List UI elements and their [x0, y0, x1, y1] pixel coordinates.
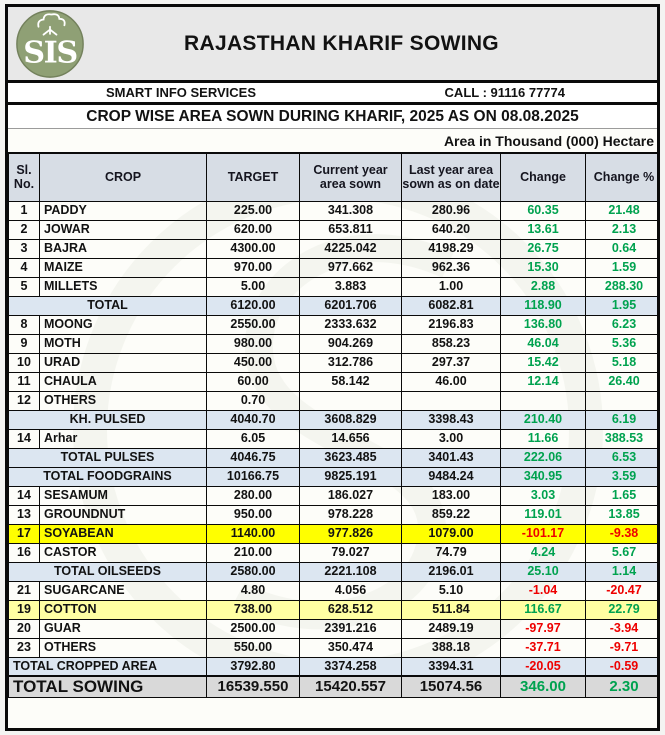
crop-row: [9, 524, 661, 543]
cell-change: -101.17: [501, 524, 586, 543]
cell-target: 16539.550: [207, 676, 300, 697]
cell-target: 450.00: [207, 353, 300, 372]
cell-sl-no: 13: [9, 505, 40, 524]
cell-crop-name: CASTOR: [40, 543, 207, 562]
cell-crop-name: GROUNDNUT: [40, 505, 207, 524]
col-header-last-year: Last year area sown as on date: [402, 153, 501, 201]
cell-sl-no: 4: [9, 258, 40, 277]
cell-change-pct: 1.95: [586, 296, 661, 315]
cell-target: 6120.00: [207, 296, 300, 315]
kharif-sowing-report: [5, 4, 660, 731]
cell-sl-no: 17: [9, 524, 40, 543]
crop-row: [9, 429, 661, 448]
cell-change: 3.03: [501, 486, 586, 505]
cell-crop-name: SUGARCANE: [40, 581, 207, 600]
cell-crop-name: Arhar: [40, 429, 207, 448]
cell-change-pct: 2.13: [586, 220, 661, 239]
cell-change: -97.97: [501, 619, 586, 638]
cell-change: 118.90: [501, 296, 586, 315]
cell-last-year: 4198.29: [402, 239, 501, 258]
cell-current-year: 904.269: [300, 334, 402, 353]
cell-change: 13.61: [501, 220, 586, 239]
cell-last-year: 511.84: [402, 600, 501, 619]
cell-target: 620.00: [207, 220, 300, 239]
report-subtitle: CROP WISE AREA SOWN DURING KHARIF, 2025 AS ON 08.08.2025: [8, 105, 657, 129]
cell-change-pct: -3.94: [586, 619, 661, 638]
cell-crop-name: MAIZE: [40, 258, 207, 277]
cell-current-year: 6201.706: [300, 296, 402, 315]
cell-last-year: 858.23: [402, 334, 501, 353]
cell-sl-no: 1: [9, 201, 40, 220]
cell-crop-name: OTHERS: [40, 391, 207, 410]
cell-crop-name: SOYABEAN: [40, 524, 207, 543]
cell-sl-no: 10: [9, 353, 40, 372]
cell-crop-name: MOTH: [40, 334, 207, 353]
cell-change-pct: 2.30: [586, 676, 661, 697]
cell-change: 119.01: [501, 505, 586, 524]
cell-sl-no: 19: [9, 600, 40, 619]
col-header-crop: CROP: [40, 153, 207, 201]
cell-sl-no: 2: [9, 220, 40, 239]
cell-current-year: 350.474: [300, 638, 402, 657]
cell-sl-no: 8: [9, 315, 40, 334]
cell-current-year: 14.656: [300, 429, 402, 448]
cell-current-year: 3374.258: [300, 657, 402, 676]
cell-last-year: 859.22: [402, 505, 501, 524]
cell-last-year: 3401.43: [402, 448, 501, 467]
cell-change: 340.95: [501, 467, 586, 486]
cell-crop-name: BAJRA: [40, 239, 207, 258]
cell-target: 6.05: [207, 429, 300, 448]
cell-last-year: 297.37: [402, 353, 501, 372]
cell-change-pct: 6.53: [586, 448, 661, 467]
cell-change: 60.35: [501, 201, 586, 220]
cell-last-year: 640.20: [402, 220, 501, 239]
cell-target: 970.00: [207, 258, 300, 277]
cell-current-year: 15420.557: [300, 676, 402, 697]
col-header-target: TARGET: [207, 153, 300, 201]
cell-last-year: 3394.31: [402, 657, 501, 676]
cell-change-pct: 5.36: [586, 334, 661, 353]
subtotal-row: [9, 410, 661, 429]
crop-row: [9, 372, 661, 391]
subtotal-row: [9, 296, 661, 315]
crop-row: [9, 543, 661, 562]
cell-last-year: 15074.56: [402, 676, 501, 697]
cell-change-pct: -9.38: [586, 524, 661, 543]
info-row: [8, 83, 657, 105]
cell-current-year: 341.308: [300, 201, 402, 220]
cell-target: 225.00: [207, 201, 300, 220]
cell-crop-name: CHAULA: [40, 372, 207, 391]
cell-crop-name: COTTON: [40, 600, 207, 619]
cell-change-pct: -20.47: [586, 581, 661, 600]
cell-current-year: 977.662: [300, 258, 402, 277]
subtotal-row: [9, 562, 661, 581]
cell-current-year: 628.512: [300, 600, 402, 619]
crop-row: [9, 600, 661, 619]
cell-target: 2500.00: [207, 619, 300, 638]
cell-current-year: [300, 391, 402, 410]
cell-last-year: 183.00: [402, 486, 501, 505]
cell-sl-no: 14: [9, 486, 40, 505]
cell-change-pct: 1.14: [586, 562, 661, 581]
cell-total-label: TOTAL FOODGRAINS: [9, 467, 207, 486]
cell-target: 4300.00: [207, 239, 300, 258]
cell-last-year: 2196.01: [402, 562, 501, 581]
grand-total-row: [9, 676, 661, 697]
cell-change-pct: 1.59: [586, 258, 661, 277]
cell-change: -1.04: [501, 581, 586, 600]
cell-sl-no: 20: [9, 619, 40, 638]
crop-row: [9, 638, 661, 657]
cell-current-year: 978.228: [300, 505, 402, 524]
org-name: SMART INFO SERVICES: [106, 85, 257, 100]
subtotal-row: [9, 467, 661, 486]
report-title: RAJASTHAN KHARIF SOWING: [184, 31, 499, 55]
crop-row: [9, 315, 661, 334]
cell-change: 136.80: [501, 315, 586, 334]
cell-total-label: TOTAL OILSEEDS: [9, 562, 207, 581]
cell-current-year: 3623.485: [300, 448, 402, 467]
cell-current-year: 2333.632: [300, 315, 402, 334]
cell-target: 4040.70: [207, 410, 300, 429]
cell-sl-no: 14: [9, 429, 40, 448]
cell-last-year: 2489.19: [402, 619, 501, 638]
cell-current-year: 9825.191: [300, 467, 402, 486]
cell-current-year: 3.883: [300, 277, 402, 296]
cell-target: 738.00: [207, 600, 300, 619]
cell-change: 25.10: [501, 562, 586, 581]
cell-last-year: 9484.24: [402, 467, 501, 486]
cell-sl-no: 16: [9, 543, 40, 562]
col-header-change: Change: [501, 153, 586, 201]
cell-target: 4046.75: [207, 448, 300, 467]
cell-change: 346.00: [501, 676, 586, 697]
cell-change-pct: 22.79: [586, 600, 661, 619]
cell-last-year: 388.18: [402, 638, 501, 657]
crop-row: [9, 334, 661, 353]
cell-target: 980.00: [207, 334, 300, 353]
unit-note: Area in Thousand (000) Hectare: [443, 132, 654, 149]
cell-last-year: 5.10: [402, 581, 501, 600]
crop-row: [9, 581, 661, 600]
cell-current-year: 186.027: [300, 486, 402, 505]
cell-last-year: 962.36: [402, 258, 501, 277]
cell-target: 3792.80: [207, 657, 300, 676]
cell-current-year: 4225.042: [300, 239, 402, 258]
cell-change: 46.04: [501, 334, 586, 353]
col-header-current-year: Current year area sown: [300, 153, 402, 201]
cell-change: 15.42: [501, 353, 586, 372]
cell-last-year: 6082.81: [402, 296, 501, 315]
cell-crop-name: SESAMUM: [40, 486, 207, 505]
crop-table-body: [9, 201, 661, 697]
cell-change-pct: 6.23: [586, 315, 661, 334]
cell-target: 950.00: [207, 505, 300, 524]
cell-target: 550.00: [207, 638, 300, 657]
cell-sl-no: 9: [9, 334, 40, 353]
cell-change: 11.66: [501, 429, 586, 448]
cell-change: [501, 391, 586, 410]
header-banner: [8, 7, 657, 83]
cell-last-year: [402, 391, 501, 410]
cell-change-pct: -0.59: [586, 657, 661, 676]
cell-change: 12.14: [501, 372, 586, 391]
cell-change: -37.71: [501, 638, 586, 657]
cell-change-pct: [586, 391, 661, 410]
cell-current-year: 653.811: [300, 220, 402, 239]
crop-row: [9, 239, 661, 258]
cell-crop-name: OTHERS: [40, 638, 207, 657]
cell-last-year: 74.79: [402, 543, 501, 562]
cell-change-pct: 5.67: [586, 543, 661, 562]
cell-change-pct: 388.53: [586, 429, 661, 448]
cell-crop-name: GUAR: [40, 619, 207, 638]
cell-total-label: TOTAL: [9, 296, 207, 315]
cell-target: 2580.00: [207, 562, 300, 581]
cell-sl-no: 3: [9, 239, 40, 258]
crop-row: [9, 353, 661, 372]
cell-change: 222.06: [501, 448, 586, 467]
cell-last-year: 280.96: [402, 201, 501, 220]
cell-change-pct: 5.18: [586, 353, 661, 372]
cell-change-pct: 26.40: [586, 372, 661, 391]
cell-change-pct: 288.30: [586, 277, 661, 296]
sis-logo: [14, 8, 86, 80]
logo-letters: SIS: [23, 35, 77, 71]
cell-sl-no: 12: [9, 391, 40, 410]
cell-sl-no: 21: [9, 581, 40, 600]
cell-change-pct: 0.64: [586, 239, 661, 258]
cell-last-year: 1079.00: [402, 524, 501, 543]
cell-current-year: 312.786: [300, 353, 402, 372]
cell-target: 5.00: [207, 277, 300, 296]
cell-change: 210.40: [501, 410, 586, 429]
cell-change: 2.88: [501, 277, 586, 296]
crop-row: [9, 220, 661, 239]
crop-row: [9, 505, 661, 524]
cell-current-year: 4.056: [300, 581, 402, 600]
crop-row: [9, 258, 661, 277]
cell-crop-name: URAD: [40, 353, 207, 372]
cell-last-year: 1.00: [402, 277, 501, 296]
cell-change: 26.75: [501, 239, 586, 258]
cell-change-pct: 13.85: [586, 505, 661, 524]
cell-change-pct: 21.48: [586, 201, 661, 220]
cell-target: 2550.00: [207, 315, 300, 334]
cell-crop-name: PADDY: [40, 201, 207, 220]
crop-row: [9, 391, 661, 410]
cell-target: 210.00: [207, 543, 300, 562]
cell-current-year: 977.826: [300, 524, 402, 543]
cell-target: 1140.00: [207, 524, 300, 543]
col-header-change-pct: Change %: [586, 153, 661, 201]
cell-total-label: TOTAL CROPPED AREA: [9, 657, 207, 676]
cell-target: 0.70: [207, 391, 300, 410]
call-number: CALL : 91116 77774: [444, 85, 565, 100]
cell-crop-name: MOONG: [40, 315, 207, 334]
cell-target: 280.00: [207, 486, 300, 505]
cell-last-year: 3.00: [402, 429, 501, 448]
cell-change-pct: 3.59: [586, 467, 661, 486]
cell-total-label: TOTAL SOWING: [9, 676, 207, 697]
cell-change: 4.24: [501, 543, 586, 562]
table-header-row: [9, 153, 661, 201]
cell-total-label: TOTAL PULSES: [9, 448, 207, 467]
cell-total-label: KH. PULSED: [9, 410, 207, 429]
cell-current-year: 2221.108: [300, 562, 402, 581]
cell-target: 4.80: [207, 581, 300, 600]
cell-last-year: 46.00: [402, 372, 501, 391]
crop-area-table: [8, 152, 660, 698]
cell-change-pct: 1.65: [586, 486, 661, 505]
cell-change: 15.30: [501, 258, 586, 277]
cell-target: 10166.75: [207, 467, 300, 486]
crop-row: [9, 201, 661, 220]
cell-change-pct: 6.19: [586, 410, 661, 429]
cell-sl-no: 5: [9, 277, 40, 296]
col-header-sl-no: Sl. No.: [9, 153, 40, 201]
cell-current-year: 79.027: [300, 543, 402, 562]
cell-crop-name: JOWAR: [40, 220, 207, 239]
crop-row: [9, 277, 661, 296]
subtotal-row: [9, 657, 661, 676]
cell-change: 116.67: [501, 600, 586, 619]
cell-crop-name: MILLETS: [40, 277, 207, 296]
cell-change: -20.05: [501, 657, 586, 676]
crop-row: [9, 486, 661, 505]
cell-last-year: 2196.83: [402, 315, 501, 334]
cell-change-pct: -9.71: [586, 638, 661, 657]
cell-sl-no: 23: [9, 638, 40, 657]
cell-current-year: 58.142: [300, 372, 402, 391]
cell-current-year: 3608.829: [300, 410, 402, 429]
crop-row: [9, 619, 661, 638]
cell-target: 60.00: [207, 372, 300, 391]
cell-last-year: 3398.43: [402, 410, 501, 429]
subtotal-row: [9, 448, 661, 467]
cell-sl-no: 11: [9, 372, 40, 391]
cell-current-year: 2391.216: [300, 619, 402, 638]
